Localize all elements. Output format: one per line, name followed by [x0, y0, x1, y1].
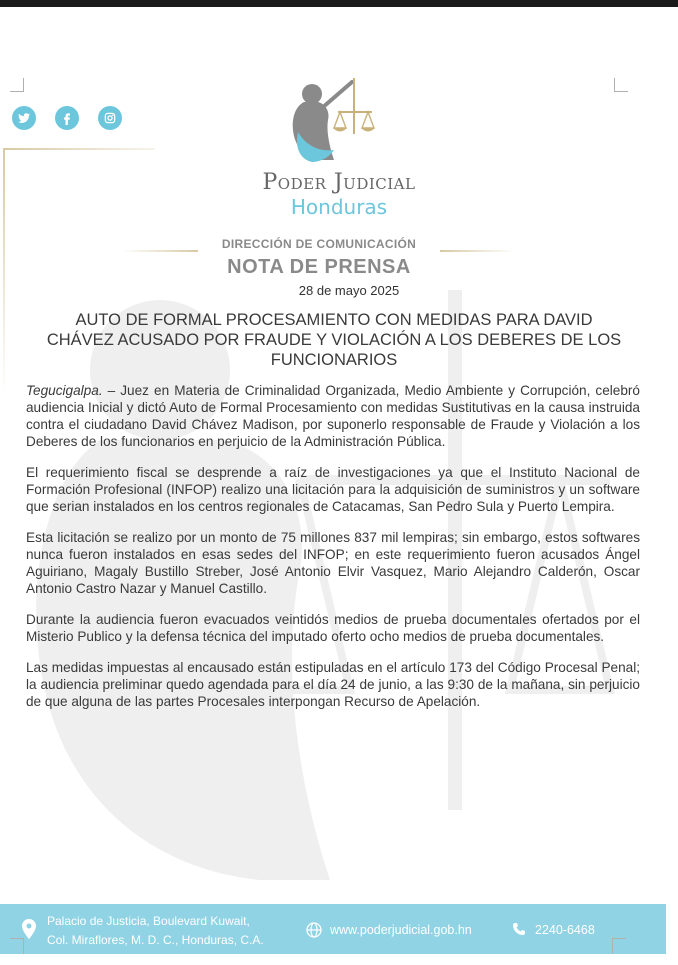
twitter-icon[interactable]: [12, 106, 36, 130]
justice-logo-icon: [282, 72, 382, 168]
dateline-city: Tegucigalpa.: [26, 383, 103, 398]
article-headline: [24, 310, 644, 370]
gold-frame-horizontal: [3, 148, 155, 150]
corner-mark-top-right: [614, 78, 628, 92]
footer-address: [47, 912, 264, 950]
page-right-margin: [666, 7, 678, 965]
address-line-1: Palacio de Justicia, Boulevard Kuwait,: [47, 914, 250, 928]
top-border: [0, 0, 678, 7]
phone-icon: [512, 922, 526, 936]
paragraph-2: El requerimiento fiscal se desprende a raíz de investigaciones ya que el Instituto Nacional de Formación Profesional (INFOP) realizo una licitación para la adquisición de suministros y un software que serian instalados en los centros regionales de Catacamas, San Pedro Sula y Puerto Lempira.: [26, 465, 640, 514]
corner-mark-bottom-left: [10, 938, 24, 954]
headline-line: CHÁVEZ ACUSADO POR FRAUDE Y VIOLACIÓN A LOS DEBERES DE LOS: [46, 331, 622, 349]
paragraph-1: [26, 382, 640, 450]
article-body: [26, 382, 640, 724]
address-line-2: Col. Miraflores, M. D. C., Honduras, C.A.: [47, 933, 264, 947]
institution-name: Poder Judicial: [262, 170, 416, 195]
corner-mark-top-left: [10, 78, 24, 92]
headline-line: AUTO DE FORMAL PROCESAMIENTO CON MEDIDAS PARA DAVID: [75, 311, 593, 329]
corner-mark-bottom-right: [612, 938, 626, 954]
paragraph-5: Las medidas impuestas al encausado están estipuladas en el artículo 173 del Código Procesal Penal; la audiencia preliminar quedo agendada para el día 24 de junio, a las 9:30 de la mañana, sin perjuicio de que alguna de las partes Procesales interpongan Recurso de Apelación.: [26, 660, 640, 709]
location-pin-icon: [22, 919, 36, 939]
headline-line: FUNCIONARIOS: [270, 351, 398, 369]
instagram-icon[interactable]: [98, 106, 122, 130]
social-icons: [12, 106, 122, 130]
department-label: DIRECCIÓN DE COMUNICACIÓN: [221, 237, 417, 251]
footer-phone: 2240-6468: [535, 923, 595, 937]
document-type: NOTA DE PRENSA: [227, 256, 411, 278]
footer-bar: [0, 904, 666, 954]
facebook-icon[interactable]: [55, 106, 79, 130]
document-date: 28 de mayo 2025: [298, 283, 400, 298]
paragraph-1-text: – Juez en Materia de Criminalidad Organizada, Medio Ambiente y Corrupción, celebró audiencia Inicial y dictó Auto de Formal Procesamiento con medidas Sustitutivas en la causa instruida contra el ciudadano David Chávez Madison, por suponerlo responsable de Fraude y Violación a los Deberes de los funcionarios en perjuicio de la Administración Pública.: [26, 383, 640, 449]
paragraph-3: Esta licitación se realizo por un monto de 75 millones 837 mil lempiras; sin embargo, estos softwares nunca fueron instalados en esas sedes del INFOP; en este requerimiento fueron acusados Ángel Aguiriano, Magaly Bustillo Streber, José Antonio Elvir Vasquez, Mario Alejandro Calderón, Oscar Antonio Castro Nazar y Manuel Castillo.: [26, 530, 640, 596]
footer-website-link[interactable]: www.poderjudicial.gob.hn: [330, 923, 472, 937]
globe-icon: [306, 922, 322, 938]
institution-country: Honduras: [290, 195, 388, 219]
paragraph-4: Durante la audiencia fueron evacuados veintidós medios de prueba documentales ofertados por el Misterio Publico y la defensa técnica del imputado oferto ocho medios de prueba documentales.: [26, 612, 640, 644]
